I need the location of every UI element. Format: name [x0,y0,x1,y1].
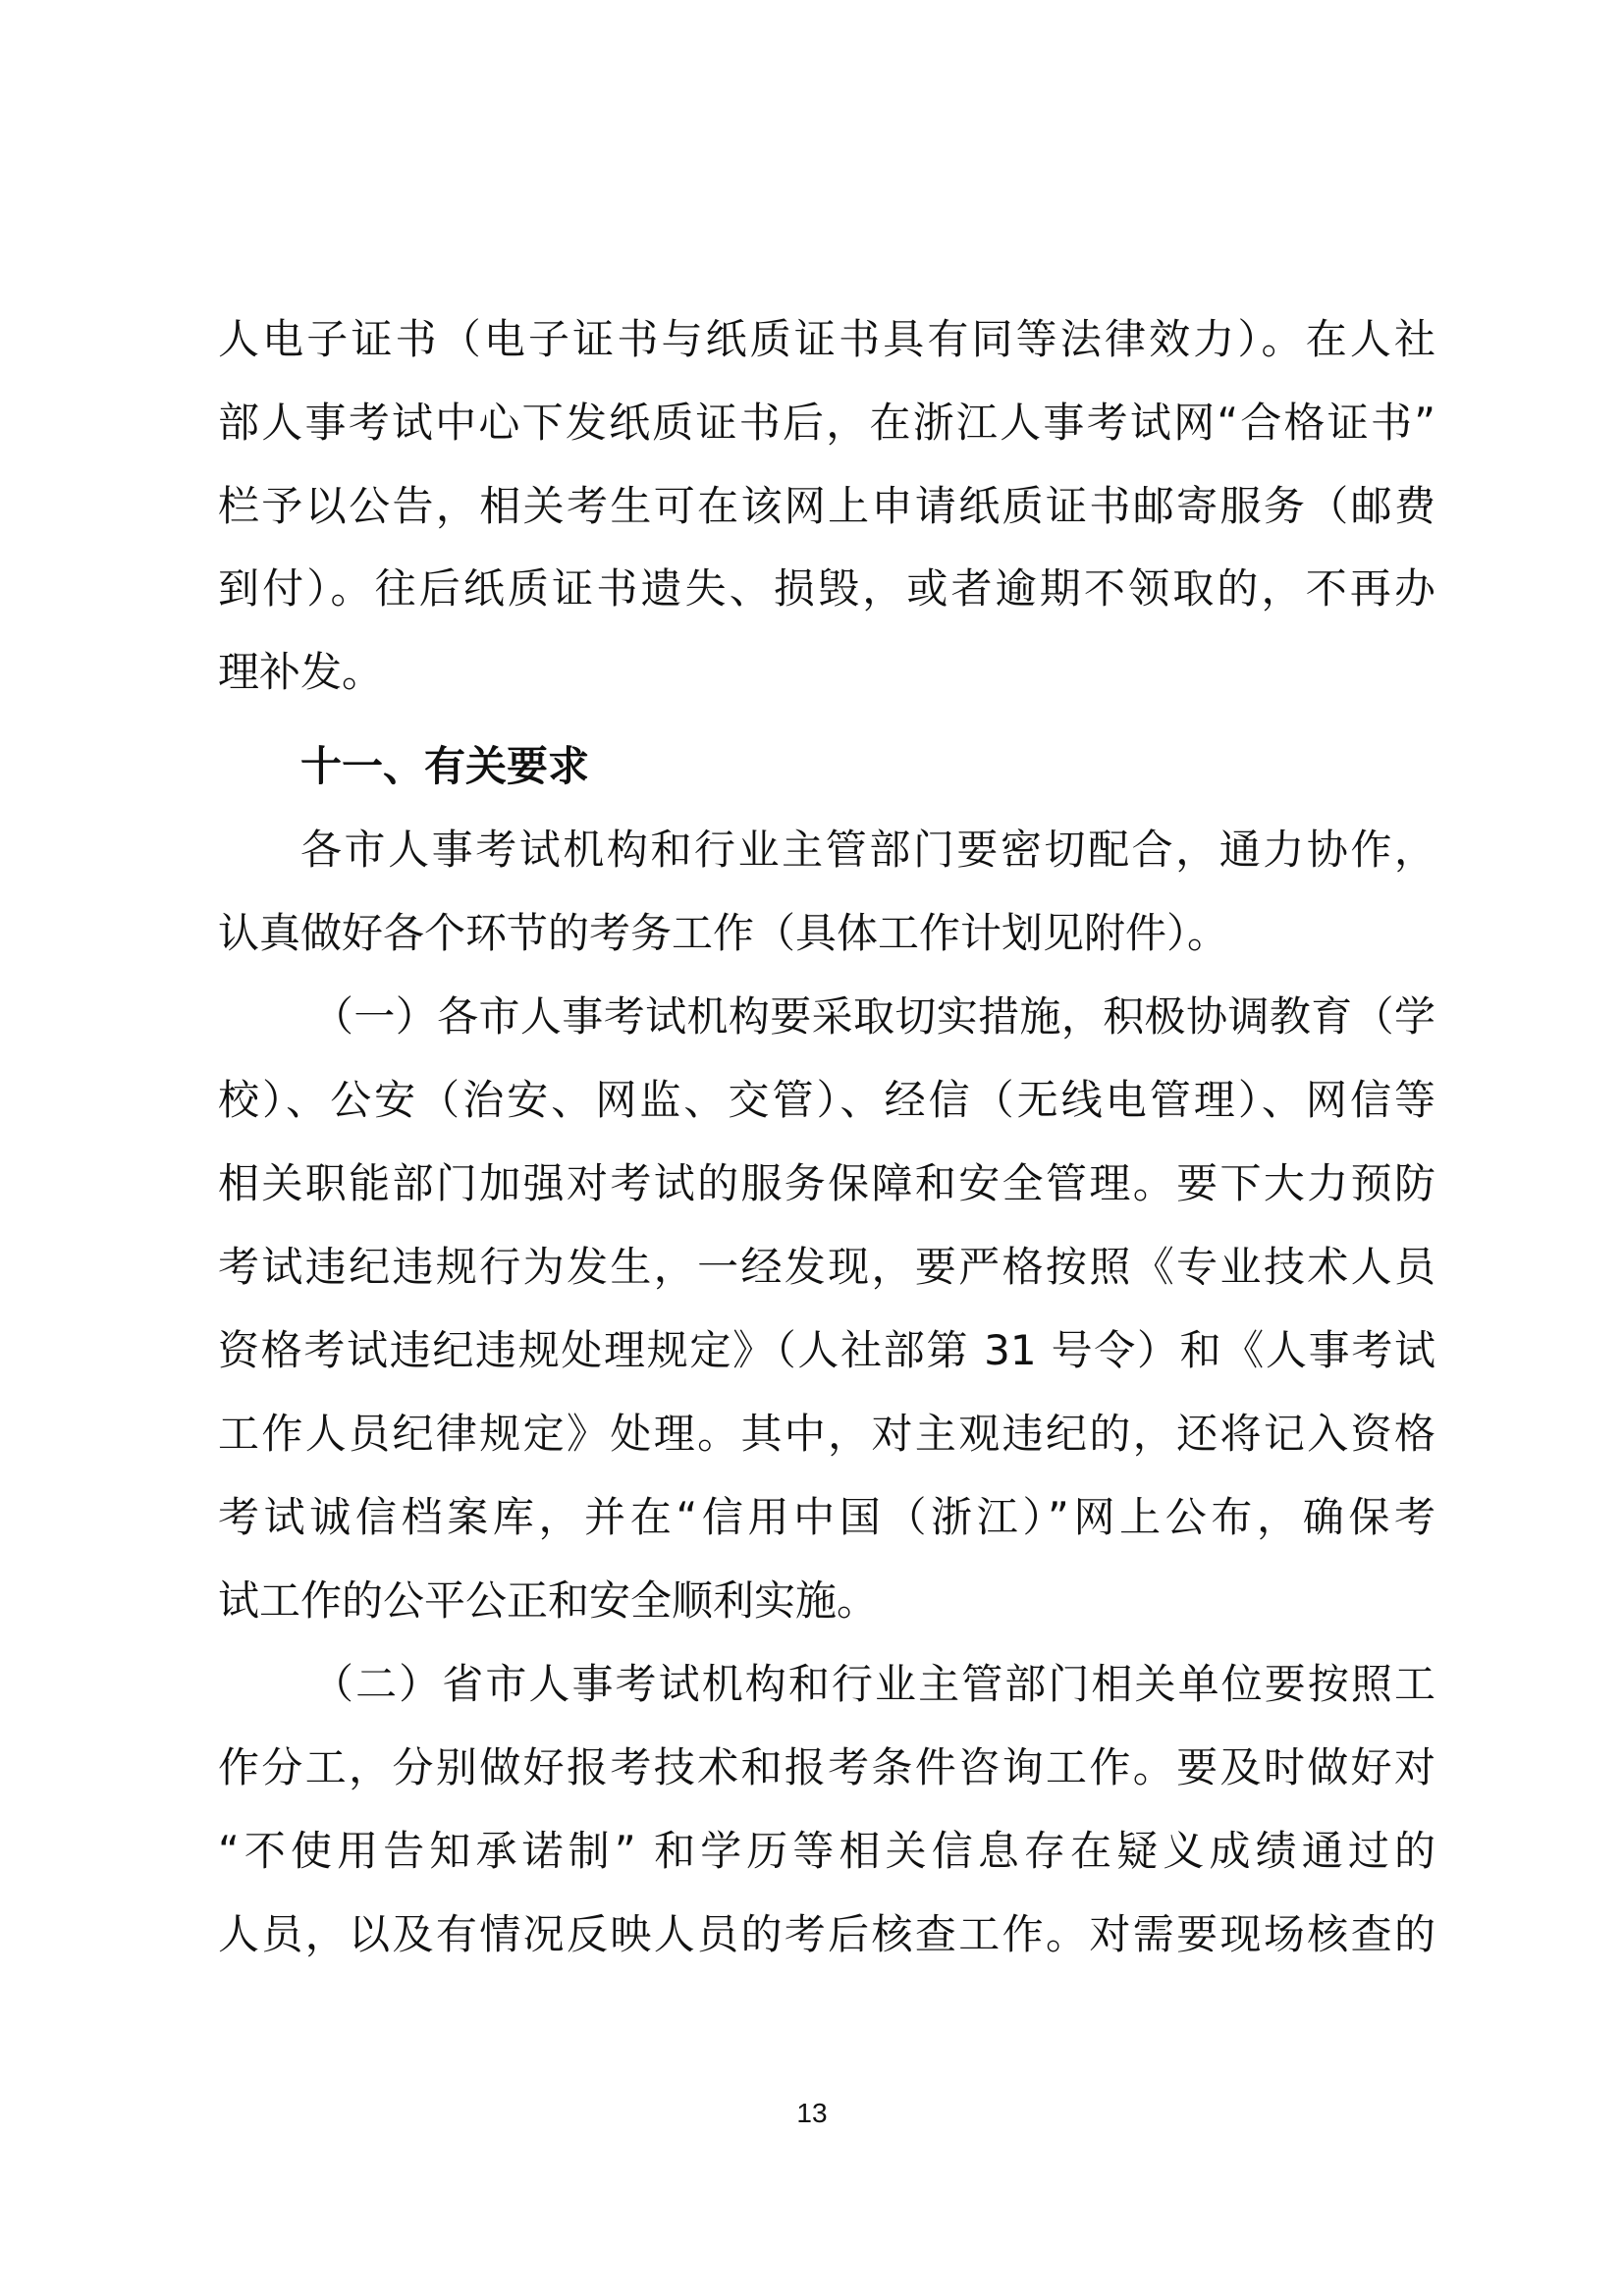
paragraph-1-line-4: 到付）。往后纸质证书遗失、损毁，或者逾期不领取的，不再办 [218,564,1435,613]
paragraph-3-line-6: 工作人员纪律规定》处理。其中，对主观违纪的，还将记入资格 [218,1410,1435,1458]
paragraph-1-line-2: 部人事考试中心下发纸质证书后，在浙江人事考试网“合格证书” [218,399,1435,447]
paragraph-1-line-3: 栏予以公告，相关考生可在该网上申请纸质证书邮寄服务（邮费 [218,482,1435,530]
paragraph-4-line-4: 人员，以及有情况反映人员的考后核查工作。对需要现场核查的 [218,1910,1435,1958]
paragraph-3-line-7: 考试诚信档案库，并在“信用中国（浙江）”网上公布，确保考 [218,1493,1435,1541]
paragraph-2-line-1: 各市人事考试机构和行业主管部门要密切配合，通力协作， [300,826,1435,874]
paragraph-1-line-1: 人电子证书（电子证书与纸质证书具有同等法律效力）。在人社 [218,315,1435,363]
paragraph-3-line-5: 资格考试违纪违规处理规定》（人社部第 31 号令）和《人事考试 [218,1326,1435,1374]
page-number: 13 [796,2098,828,2128]
section-heading: 十一、有关要求 [300,742,590,790]
paragraph-2-line-2: 认真做好各个环节的考务工作（具体工作计划见附件）。 [218,909,1229,957]
paragraph-3-line-1: （一）各市人事考试机构要采取切实措施，积极协调教育（学 [312,992,1435,1041]
paragraph-3-line-8: 试工作的公平公正和安全顺利实施。 [218,1576,879,1625]
paragraph-3-line-4: 考试违纪违规行为发生，一经发现，要严格按照《专业技术人员 [218,1243,1435,1291]
paragraph-4-line-1: （二）省市人事考试机构和行业主管部门相关单位要按照工 [312,1660,1435,1708]
paragraph-3-line-3: 相关职能部门加强对考试的服务保障和安全管理。要下大力预防 [218,1159,1435,1207]
paragraph-3-line-2: 校）、公安（治安、网监、交管）、经信（无线电管理）、网信等 [218,1076,1435,1124]
paragraph-4-line-2: 作分工，分别做好报考技术和报考条件咨询工作。要及时做好对 [218,1743,1435,1791]
paragraph-1-line-5: 理补发。 [218,648,384,696]
paragraph-4-line-3: “不使用告知承诺制” 和学历等相关信息存在疑义成绩通过的 [218,1827,1435,1875]
